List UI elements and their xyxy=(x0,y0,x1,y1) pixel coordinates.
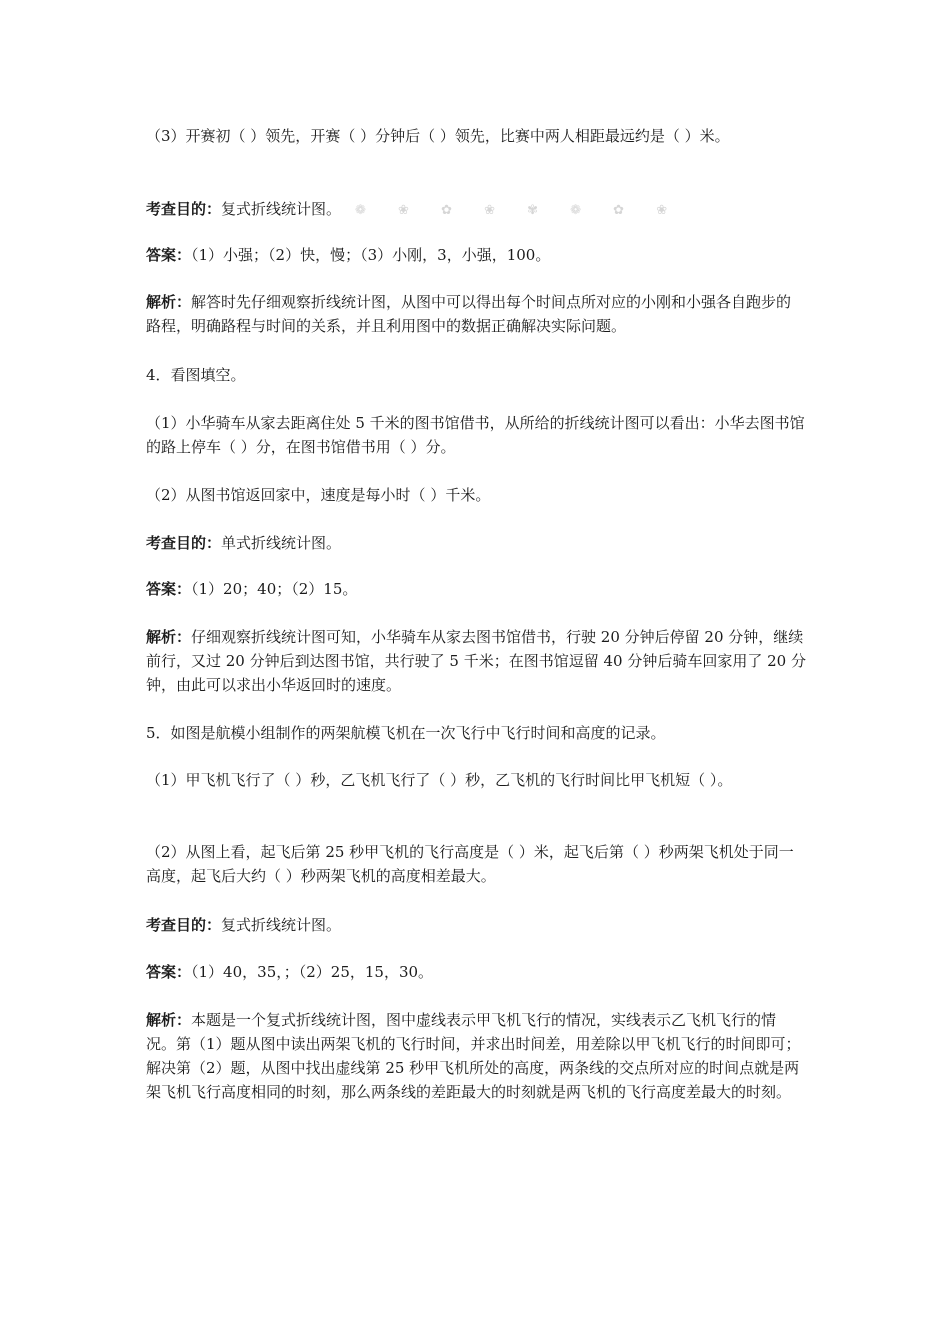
q4-part2: （2）从图书馆返回家中，速度是每小时（ ）千米。 xyxy=(146,486,491,504)
purpose-label: 考查目的： xyxy=(146,200,222,218)
answer-label: 答案： xyxy=(146,963,192,981)
purpose-label: 考查目的： xyxy=(146,916,222,934)
answer-label: 答案： xyxy=(146,246,192,264)
purpose-text: 复式折线统计图。 xyxy=(221,200,342,218)
q4-purpose xyxy=(146,531,806,555)
purpose-text: 单式折线统计图。 xyxy=(221,534,342,552)
q3-part3: （3）开赛初（ ）领先，开赛（ ）分钟后（ ）领先，比赛中两人相距最远约是（ ）米。 xyxy=(146,127,730,145)
q3-analysis xyxy=(146,290,806,338)
analysis-label: 解析： xyxy=(146,1011,192,1029)
q5-purpose xyxy=(146,913,806,937)
analysis-text: 解答时先仔细观察折线统计图，从图中可以得出每个时间点所对应的小刚和小强各自跑步的路程，明确路程与时间的关系，并且利用图中的数据正确解决实际问题。 xyxy=(146,293,792,335)
q5-part2: （2）从图上看，起飞后第 25 秒甲飞机的飞行高度是（ ）米，起飞后第（ ）秒两架飞机处于同一高度，起飞后大约（ ）秒两架飞机的高度相差最大。 xyxy=(146,843,794,885)
q5-analysis xyxy=(146,1008,806,1104)
q4-answer xyxy=(146,577,806,601)
analysis-text: 仔细观察折线统计图可知，小华骑车从家去图书馆借书，行驶 20 分钟后停留 20 分钟，继续前行，又过 20 分钟后到达图书馆，共行驶了 5 千米；在图书馆逗留 40 分钟后骑车回家用了 20 分钟，由此可以求出小华返回时的速度。 xyxy=(146,628,806,694)
q3-answer xyxy=(146,243,806,267)
answer-text: （1）20；40；（2）15。 xyxy=(191,580,358,598)
analysis-label: 解析： xyxy=(146,293,192,311)
q5-answer xyxy=(146,960,806,984)
q5-title: 5．如图是航模小组制作的两架航模飞机在一次飞行中飞行时间和高度的记录。 xyxy=(146,724,666,742)
analysis-label: 解析： xyxy=(146,628,192,646)
analysis-text: 本题是一个复式折线统计图，图中虚线表示甲飞机飞行的情况，实线表示乙飞机飞行的情况。第（1）题从图中读出两架飞机的飞行时间，并求出时间差，用差除以甲飞机飞行的时间即可；解决第（2）题，从图中找出虚线第 25 秒甲飞机所处的高度，两条线的交点所对应的时间点就是两架飞机飞行高度相同的时刻，那么两条线的差距最大的时刻就是两飞机的飞行高度差最大的时刻。 xyxy=(146,1011,801,1101)
q3-purpose xyxy=(146,197,806,223)
q4-part1: （1）小华骑车从家去距离住处 5 千米的图书馆借书，从所给的折线统计图可以看出：小华去图书馆的路上停车（ ）分，在图书馆借书用（ ）分。 xyxy=(146,414,805,456)
answer-label: 答案： xyxy=(146,580,192,598)
q4-title: 4．看图填空。 xyxy=(146,366,246,384)
decorative-symbols-icon: ❁ ❀ ✿ ❀ ✾ ❁ ✿ ❀ xyxy=(355,203,682,218)
answer-text: （1）小强；（2）快，慢；（3）小刚，3，小强，100。 xyxy=(191,246,551,264)
answer-text: （1）40，35，；（2）25，15，30。 xyxy=(191,963,434,981)
q4-analysis xyxy=(146,625,806,697)
purpose-text: 复式折线统计图。 xyxy=(221,916,342,934)
q5-part1: （1）甲飞机飞行了（ ）秒，乙飞机飞行了（ ）秒，乙飞机的飞行时间比甲飞机短（ ）。 xyxy=(146,771,733,789)
purpose-label: 考查目的： xyxy=(146,534,222,552)
